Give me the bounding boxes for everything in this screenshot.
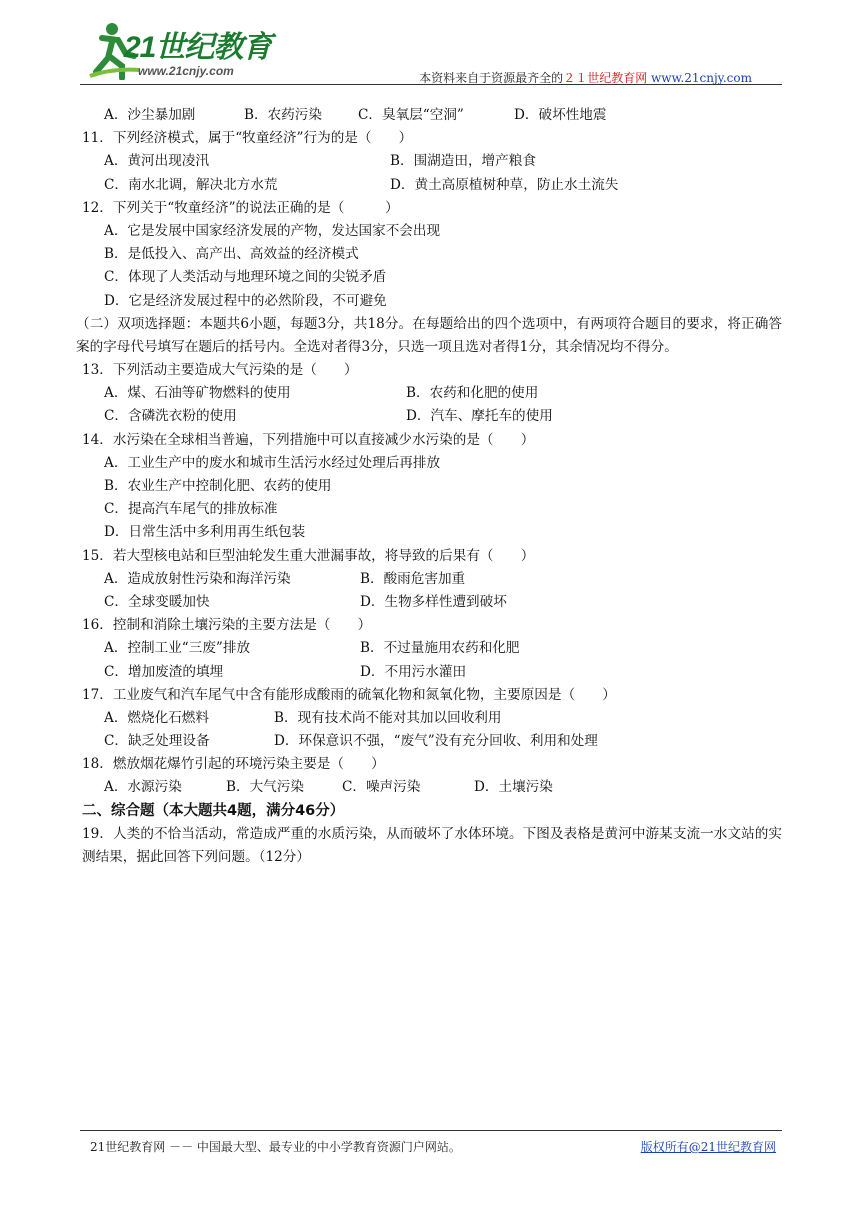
q16-option-b: B．不过量施用农药和化肥	[360, 640, 520, 657]
q17-option-a: A．燃烧化石燃料	[104, 709, 209, 726]
q11-option-a: A．黄河出现凌汛	[104, 153, 209, 170]
q13-options-row2	[82, 405, 782, 428]
q13-stem: 13．下列活动主要造成大气污染的是（ ）	[82, 362, 358, 379]
q17-stem: 17．工业废气和汽车尾气中含有能形成酸雨的硫氧化物和氮氧化物，主要原因是（ ）	[82, 686, 616, 703]
q16-option-c: C．增加废渣的填埋	[104, 663, 224, 680]
q18-option-d: D．土壤污染	[474, 779, 553, 796]
q13-option-c: C．含磷洗衣粉的使用	[104, 408, 237, 425]
header-divider	[80, 84, 782, 85]
footer-divider	[80, 1130, 782, 1131]
footer-copyright-link[interactable]: 版权所有@21世纪教育网	[640, 1140, 776, 1154]
q12-option-a: A．它是发展中国家经济发展的产物，发达国家不会出现	[104, 222, 441, 239]
q14-option-d: D．日常生活中多利用再生纸包装	[104, 524, 306, 541]
page-header	[80, 18, 782, 84]
q13-option-a: A．煤、石油等矿物燃料的使用	[104, 385, 291, 402]
q15-option-b: B．酸雨危害加重	[360, 570, 466, 587]
header-note-prefix: 本资料来自于资源最齐全的	[419, 71, 564, 85]
q12-stem: 12．下列关于“牧童经济”的说法正确的是（ ）	[82, 199, 399, 216]
q10-option-c: C．臭氧层“空洞”	[358, 107, 464, 123]
q17-option-d: D．环保意识不强，“废气”没有充分回收、利用和处理	[274, 733, 598, 750]
q14-stem: 14．水污染在全球相当普遍，下列措施中可以直接减少水污染的是（ ）	[82, 431, 535, 448]
q11-option-c: C．南水北调，解决北方水荒	[104, 176, 278, 193]
q16-option-a: A．控制工业“三废”排放	[104, 640, 251, 657]
q15-options-row1	[82, 568, 782, 591]
q15-option-d: D．生物多样性遭到破坏	[360, 593, 507, 610]
q12-option-b: B．是低投入、高产出、高效益的经济模式	[104, 246, 359, 263]
q18-stem: 18．燃放烟花爆竹引起的环境污染主要是（ ）	[82, 756, 385, 773]
q10-options	[82, 104, 782, 127]
q11-option-d: D．黄土高原植树种草，防止水土流失	[390, 176, 619, 193]
q17-options-row2	[82, 730, 782, 753]
section-comprehensive-title: 二、综合题（本大题共4题，满分46分）	[82, 802, 345, 819]
q17-option-c: C．缺乏处理设备	[104, 733, 210, 750]
q16-option-d: D．不用污水灌田	[360, 663, 467, 680]
q18-option-c: C．噪声污染	[342, 779, 421, 796]
q13-option-b: B．农药和化肥的使用	[406, 385, 539, 402]
q16-options-row1	[82, 637, 782, 660]
document-body	[76, 104, 782, 869]
q15-stem: 15．若大型核电站和巨型油轮发生重大泄漏事故，将导致的后果有（ ）	[82, 547, 535, 564]
q17-options-row1	[82, 707, 782, 730]
q16-stem: 16．控制和消除土壤污染的主要方法是（ ）	[82, 617, 372, 634]
q12-option-c: C．体现了人类活动与地理环境之间的尖锐矛盾	[104, 269, 387, 286]
q10-option-d: D．破坏性地震	[514, 107, 607, 123]
q10-option-a: A．沙尘暴加剧	[104, 107, 196, 123]
q12-option-d: D．它是经济发展过程中的必然阶段，不可避免	[104, 292, 387, 309]
q14-option-b: B．农业生产中控制化肥、农药的使用	[104, 478, 332, 495]
q17-option-b: B．现有技术尚不能对其加以回收利用	[274, 709, 502, 726]
q15-options-row2	[82, 591, 782, 614]
q11-option-b: B．围湖造田，增产粮食	[390, 153, 536, 170]
q15-option-c: C．全球变暖加快	[104, 593, 210, 610]
header-note-url[interactable]: www.21cnjy.com	[651, 71, 752, 85]
logo-url: www.21cnjy.com	[138, 64, 234, 78]
q19-stem: 19．人类的不恰当活动，常造成严重的水质污染，从而破坏了水体环境。下图及表格是黄河中游某支流一水文站的实测结果，据此回答下列问题。（12分）	[82, 825, 782, 866]
q16-options-row2	[82, 661, 782, 684]
q18-options	[82, 776, 782, 799]
q11-stem: 11．下列经济模式，属于“牧童经济”行为的是（ ）	[82, 130, 413, 147]
q14-option-c: C．提高汽车尾气的排放标准	[104, 501, 278, 518]
q15-option-a: A．造成放射性污染和海洋污染	[104, 570, 291, 587]
q13-options-row1	[82, 382, 782, 405]
q13-option-d: D．汽车、摩托车的使用	[406, 408, 553, 425]
q11-options-row2	[82, 174, 782, 197]
q10-option-b: B．农药污染	[244, 107, 322, 123]
site-logo	[80, 18, 320, 82]
q14-option-a: A．工业生产中的废水和城市生活污水经过处理后再排放	[104, 454, 441, 471]
logo-text: 21世纪教育	[124, 31, 272, 64]
header-note-brand[interactable]: ２１世纪教育网	[563, 71, 648, 85]
footer-site-description: 21世纪教育网 －－ 中国最大型、最专业的中小学教育资源门户网站。	[90, 1140, 461, 1154]
q11-options-row1	[82, 150, 782, 173]
q18-option-a: A．水源污染	[104, 779, 182, 796]
q18-option-b: B．大气污染	[226, 779, 304, 796]
section-double-choice-intro: （二）双项选择题：本题共6小题，每题3分，共18分。在每题给出的四个选项中，有两项符合题目的要求，将正确答案的字母代号填写在题后的括号内。全选对者得3分，只选一项且选对者得1分，其余情况均不得分。	[76, 315, 782, 355]
